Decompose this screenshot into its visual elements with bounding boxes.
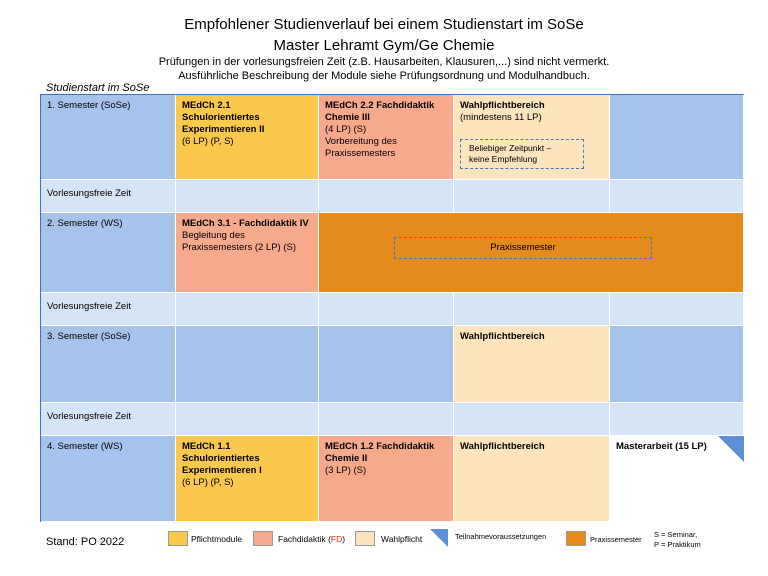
legend-swatch-fachdidaktik [253, 531, 273, 546]
module-title: MEdCh 2.1 [182, 100, 231, 111]
empty-cell [610, 180, 744, 213]
empty-cell [319, 403, 454, 436]
timing-note-line1: Beliebiger Zeitpunkt – [469, 143, 552, 153]
empty-cell [176, 293, 319, 326]
module-desc-line1: Vorbereitung des [325, 136, 397, 147]
legend-swatch-pflicht [168, 531, 188, 546]
empty-cell [176, 403, 319, 436]
module-name-line1: Schulorientiertes [182, 453, 260, 464]
module-medch-1-2 [319, 436, 454, 522]
module-name-line2: Experimentieren I [182, 465, 262, 476]
prerequisite-marker-icon [718, 436, 744, 462]
legend-praktikum-def: P = Praktikum [654, 540, 701, 549]
row-label-free-1: Vorlesungsfreie Zeit [41, 180, 176, 213]
legend-fd-close: ) [342, 534, 346, 544]
module-medch-1-1 [176, 436, 319, 522]
module-medch-2-2 [319, 95, 454, 180]
empty-cell [454, 293, 610, 326]
empty-cell [454, 180, 610, 213]
module-title: MEdCh 1.1 [182, 441, 231, 452]
empty-cell [610, 403, 744, 436]
praxissemester-label: Praxissemester [394, 237, 652, 259]
module-info: (3 LP) (S) [325, 465, 367, 476]
module-desc-line1: Begleitung des [182, 230, 245, 241]
legend-label-pflicht: Pflichtmodule [191, 534, 243, 544]
empty-cell [610, 326, 744, 403]
wahlpflicht-block-4 [454, 436, 610, 522]
legend-seminar-def: S = Seminar, [654, 530, 698, 539]
module-desc-line2: Praxissemesters (2 LP) (S) [182, 242, 297, 253]
module-title: MEdCh 3.1 - Fachdidaktik IV [182, 218, 309, 229]
module-title-line1: MEdCh 1.2 Fachdidaktik [325, 441, 435, 452]
module-medch-3-1 [176, 213, 319, 293]
empty-cell [319, 293, 454, 326]
module-medch-2-1 [176, 95, 319, 180]
module-title: Wahlpflichtbereich [460, 331, 545, 342]
legend-label-fachdidaktik [278, 534, 345, 544]
row-label-semester-1: 1. Semester (SoSe) [41, 95, 176, 180]
module-name-line2: Experimentieren II [182, 124, 265, 135]
legend-swatch-wahlpflicht [355, 531, 375, 546]
module-title-line2: Chemie II [325, 453, 368, 464]
module-name-line1: Schulorientiertes [182, 112, 260, 123]
empty-cell [319, 326, 454, 403]
wahlpflicht-block-3 [454, 326, 610, 403]
empty-cell [176, 326, 319, 403]
empty-cell [610, 293, 744, 326]
row-label-semester-3: 3. Semester (SoSe) [41, 326, 176, 403]
version-stamp: Stand: PO 2022 [46, 536, 125, 548]
empty-cell [319, 180, 454, 213]
module-info: (mindestens 11 LP) [460, 112, 542, 123]
module-title: Masterarbeit (15 LP) [616, 441, 707, 452]
row-label-semester-4: 4. Semester (WS) [41, 436, 176, 522]
row-label-semester-2: 2. Semester (WS) [41, 213, 176, 293]
module-title-line1: MEdCh 2.2 Fachdidaktik [325, 100, 435, 111]
start-label: Studienstart im SoSe [46, 82, 150, 94]
note-modules: Ausführliche Beschreibung der Module siehe Prüfungsordnung und Modulhandbuch. [178, 70, 590, 82]
module-info: (6 LP) (P, S) [182, 477, 234, 488]
legend-swatch-praxis [566, 531, 586, 546]
note-exams: Prüfungen in der vorlesungsfreien Zeit (z.B. Hausarbeiten, Klausuren,...) sind nicht vermerkt. [158, 56, 610, 68]
legend-label-teilnahme: Teilnahmevoraussetzungen [455, 532, 547, 541]
module-title: Wahlpflichtbereich [460, 441, 545, 452]
empty-cell [610, 95, 744, 180]
module-title: Wahlpflichtbereich [460, 100, 545, 111]
module-info: (6 LP) (P, S) [182, 136, 234, 147]
module-title-line2: Chemie III [325, 112, 370, 123]
empty-cell [176, 180, 319, 213]
empty-cell [454, 403, 610, 436]
legend-prerequisite-icon [430, 529, 448, 547]
study-plan-table [40, 94, 744, 522]
timing-note-line2: keine Empfehlung [469, 154, 538, 164]
legend-fd-text: Fachdidaktik ( [278, 534, 331, 544]
module-desc-line2: Praxissemesters [325, 148, 396, 159]
module-info: (4 LP) (S) [325, 124, 367, 135]
legend-label-praxis: Praxissemester [590, 535, 642, 544]
timing-note-box [460, 139, 584, 169]
masterarbeit-block [610, 436, 744, 522]
row-label-free-2: Vorlesungsfreie Zeit [41, 293, 176, 326]
legend-fd-abbr: FD [330, 534, 343, 544]
legend-label-wahlpflicht: Wahlpflicht [381, 534, 423, 544]
row-label-free-3: Vorlesungsfreie Zeit [41, 403, 176, 436]
page-subtitle: Master Lehramt Gym/Ge Chemie [273, 37, 495, 54]
page-title: Empfohlener Studienverlauf bei einem Studienstart im SoSe [184, 16, 584, 33]
